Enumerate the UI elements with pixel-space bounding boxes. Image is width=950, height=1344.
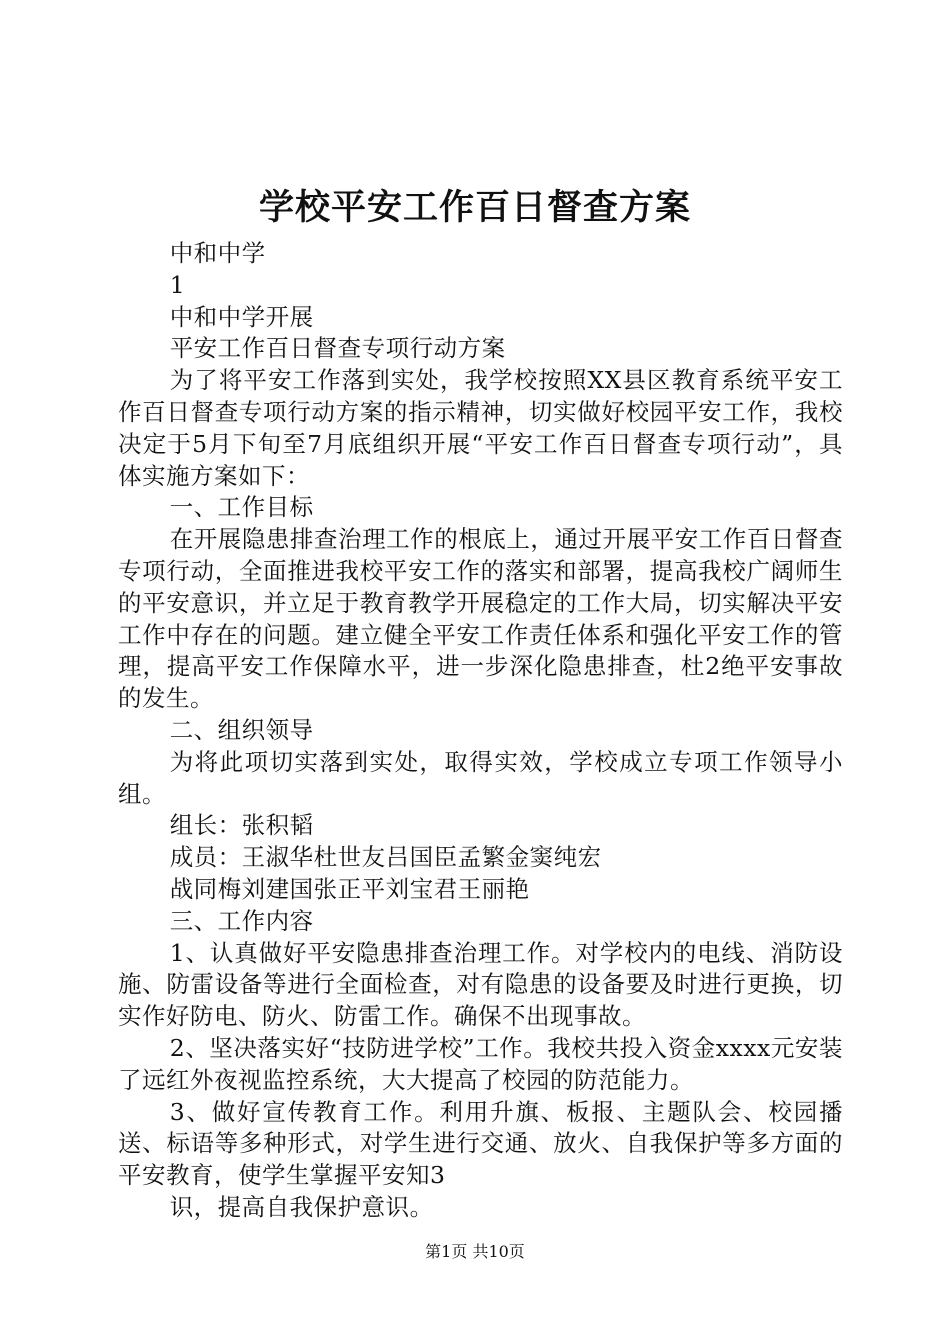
leadership-paragraph: 为将此项切实落到实处，取得实效，学校成立专项工作领导小组。 [118,747,843,808]
content-item-3-continued: 识，提高自我保护意识。 [169,1192,434,1221]
school-name-line: 中和中学 [169,239,266,267]
content-item-3: 3、做好宣传教育工作。利用升旗、板报、主题队会、校园播送、标语等多种形式，对学生进行交通、放火、自我保护等多方面的平安教育，使学生掌握平安知3 [118,1097,843,1190]
content-item-2: 2、坚决落实好“技防进学校”工作。我校共投入资金xxxx元安装了远红外夜视监控系统，大大提高了校园的防范能力。 [118,1033,843,1094]
document-body [118,238,843,1224]
section-heading-leadership: 二、组织领导 [169,715,314,744]
content-item-1: 1、认真做好平安隐患排查治理工作。对学校内的电线、消防设施、防雷设备等进行全面检查，对有隐患的设备要及时进行更换，切实作好防电、防火、防雷工作。确保不出现事故。 [118,938,843,1031]
page-footer: 第1页 共10页 [425,1242,525,1261]
section-heading-content: 三、工作内容 [169,906,314,935]
group-leader-line: 组长：张积韬 [169,811,314,840]
members-line-2: 战同梅刘建国张正平刘宝君王丽艳 [169,874,530,903]
members-line-1: 成员：王淑华杜世友吕国臣孟繁金窦纯宏 [169,843,602,872]
subtitle-line-1: 中和中学开展 [169,302,314,331]
intro-paragraph: 为了将平安工作落到实处，我学校按照XX县区教育系统平安工作百日督查专项行动方案的指示精神，切实做好校园平安工作，我校决定于5月下旬至7月底组织开展“平安工作百日督查专项行动”，具体实施方案如下： [118,366,843,490]
goals-paragraph: 在开展隐患排查治理工作的根底上，通过开展平安工作百日督查专项行动，全面推进我校平安工作的落实和部署，提高我校广阔师生的平安意识，并立足于教育教学开展稳定的工作大局，切实解决平安工作中存在的问题。建立健全平安工作责任体系和强化平安工作的管理，提高平安工作保障水平，进一步深化隐患排查，杜2绝平安事故的发生。 [118,525,843,713]
subtitle-line-2: 平安工作百日督查专项行动方案 [169,334,506,363]
section-heading-goals: 一、工作目标 [169,493,314,522]
document-title: 学校平安工作百日督查方案 [258,187,691,228]
page-marker-line: 1 [169,270,186,299]
